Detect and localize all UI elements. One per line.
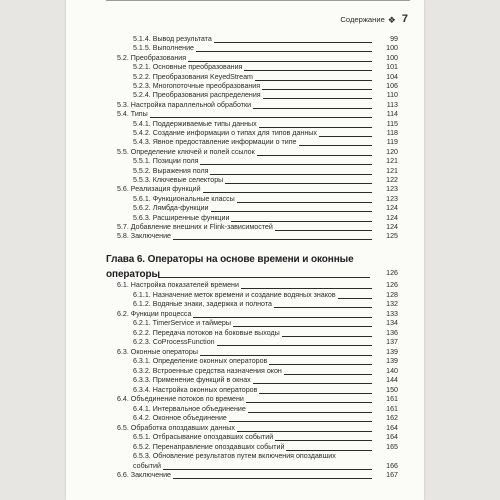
toc-page-number: 165	[386, 442, 398, 451]
toc-page-number: 124	[386, 204, 398, 213]
toc-page-number: 104	[386, 72, 398, 81]
toc-leader	[263, 98, 372, 99]
toc-leader	[299, 145, 373, 146]
toc-page-number: 125	[386, 232, 398, 241]
toc-entry-title: 5.4.3. Явное предоставление информации о типе	[133, 138, 297, 147]
toc-page-number: 99	[390, 35, 398, 43]
toc-leader	[173, 239, 372, 240]
toc-entry-title: 6.4.2. Оконное объединение	[133, 414, 227, 422]
toc-entry-title: 5.6.2. Лямбда-функции	[133, 204, 209, 213]
toc-leader	[211, 211, 372, 212]
ornament-icon: ❖	[387, 14, 396, 25]
toc-leader	[282, 336, 372, 337]
toc-page-number: 118	[386, 129, 398, 137]
toc-entry-title: 5.4.2. Создание информации о типах для типов данных	[133, 129, 317, 137]
toc-page-number: 126	[386, 281, 398, 289]
toc-page-number: 161	[386, 404, 398, 413]
toc-page-number: 123	[386, 194, 398, 203]
toc-entry-title: 5.5.1. Позиции поля	[133, 157, 199, 166]
toc-leader	[262, 89, 372, 90]
toc-entry-title: 6.6. Заключение	[117, 471, 171, 479]
toc-page-number: 100	[386, 53, 398, 62]
toc-entry-title: 5.2.1. Основные преобразования	[133, 63, 243, 72]
toc-entry-title: 6.5. Обработка опоздавших данных	[117, 423, 235, 432]
toc-entry-title: 6.3.4. Настройка оконных операторов	[133, 385, 258, 394]
toc-entry-title: 6.1.2. Водяные знаки, задержка и полнота	[133, 300, 272, 308]
toc-leader	[274, 307, 372, 308]
toc-entry-title: 5.5.3. Ключевые селекторы	[133, 176, 224, 184]
toc-page-number: 137	[386, 338, 398, 346]
toc-entry-title: 5.8. Заключение	[117, 232, 171, 241]
toc-entry-title: 6.3.1. Определение оконных операторов	[133, 357, 268, 365]
toc-leader	[200, 164, 372, 165]
toc-entry-title: 5.6.3. Расширенные функции	[133, 213, 230, 222]
toc-page-number: 150	[386, 385, 398, 394]
toc-entry-title: 5.1.5. Выполнение	[133, 44, 195, 53]
toc-page-number: 119	[386, 138, 398, 147]
toc-entry-title: 5.1.4. Вывод результата	[133, 35, 212, 43]
toc-entry-title: 5.3. Настройка параллельной обработки	[117, 100, 252, 109]
toc-page-number: 124	[386, 223, 398, 231]
toc-leader	[196, 51, 372, 52]
toc-entry-title: 5.2. Преобразования	[117, 53, 187, 62]
toc-entry-title: 5.4. Типы	[117, 110, 148, 119]
toc-leader	[246, 402, 372, 403]
toc-page-number: 122	[386, 176, 398, 184]
toc-page-number: 124	[386, 213, 398, 222]
toc-entry-title: 6.3. Оконные операторы	[117, 347, 198, 356]
toc-page-number: 123	[386, 185, 398, 194]
toc-page-number: 114	[386, 110, 398, 119]
toc-entry-title: 5.6. Реализация функций	[117, 185, 201, 194]
header-rule	[106, 0, 410, 1]
toc-entry-title: 6.3.2. Встроенные средства назначения окон	[133, 366, 282, 375]
toc-entry-title: 5.5. Определение ключей и полей ссылок	[117, 147, 255, 156]
toc-leader	[275, 440, 372, 441]
toc-entry-title: 5.2.3. Многопоточные преобразования	[133, 82, 261, 90]
toc-page-number: 144	[386, 376, 398, 384]
toc-page-number: 164	[386, 423, 398, 432]
toc-page-number: 139	[386, 347, 398, 356]
toc-page-number: 120	[386, 147, 398, 156]
toc-leader	[257, 155, 372, 156]
toc-page-number: 164	[386, 433, 398, 441]
toc-page-number: 121	[386, 166, 398, 175]
toc-entry-title: 6.1. Настройка показателей времени	[117, 281, 239, 289]
toc-leader	[229, 421, 372, 422]
toc-page-number: 115	[386, 119, 398, 128]
toc-page-number: 128	[386, 290, 398, 299]
toc-leader	[217, 345, 372, 346]
toc-page-number: 110	[386, 91, 398, 100]
toc-entry-title: 6.2.3. CoProcessFunction	[133, 338, 215, 346]
toc-entry-title: 5.7. Добавление внешних и Flink-зависимостей	[117, 223, 273, 231]
toc-leader	[248, 412, 372, 413]
toc-page-number: 106	[386, 82, 398, 90]
toc-page-number: 121	[386, 157, 398, 166]
toc-entry-title: 6.4.1. Интервальное объединение	[133, 404, 246, 413]
toc-leader	[214, 42, 372, 43]
toc-leader	[284, 374, 372, 375]
toc-entry-title: 6.3.3. Применение функций в окнах	[133, 376, 251, 384]
toc-page-number: 100	[386, 44, 398, 53]
toc-page-number: 167	[386, 471, 398, 479]
toc-entry-title: 5.4.1. Поддерживаемые типы данных	[133, 119, 257, 128]
toc-page-number: 133	[386, 309, 398, 318]
toc-leader	[255, 80, 372, 81]
toc-leader	[210, 174, 372, 175]
toc-entry-title: 6.5.1. Отбрасывание опоздавших событий	[133, 433, 274, 441]
section-title: Содержание	[340, 15, 385, 24]
page-number: 7	[401, 13, 408, 25]
toc-page-number: 139	[386, 357, 398, 365]
toc-page-number: 166	[386, 461, 398, 470]
toc-entry-title: 6.2.2. Передача потоков на боковые выходы	[133, 328, 280, 337]
toc-entry-title: 5.5.2. Выражения поля	[133, 166, 209, 175]
toc-leader	[275, 230, 372, 231]
toc-entry-title: событий	[133, 461, 161, 470]
toc-page-number: 140	[386, 366, 398, 375]
toc-entry-title: 5.2.4. Преобразования распределения	[133, 91, 261, 100]
toc-leader	[338, 298, 372, 299]
chapter-heading: Глава 6. Операторы на основе времени и оконные операторы	[106, 254, 354, 280]
chapter-page-number: 126	[386, 269, 398, 277]
toc-leader	[173, 478, 372, 479]
toc-page-number: 113	[386, 100, 398, 109]
toc-leader	[163, 469, 372, 470]
toc-leader	[319, 136, 372, 137]
toc-entry-title: 6.5.3. Обновление результатов путем включения опоздавших	[133, 452, 336, 460]
toc-leader	[253, 383, 372, 384]
toc-leader	[269, 364, 372, 365]
toc-entry-title: 6.2.1. TimerService и таймеры	[133, 319, 231, 327]
chapter-leader	[158, 277, 370, 278]
toc-page-number: 132	[386, 300, 398, 308]
toc-entry-title: 5.2.2. Преобразования KeyedStream	[133, 72, 253, 81]
toc-entry-title: 5.6.1. Функциональные классы	[133, 194, 235, 203]
toc-page-number: 161	[386, 395, 398, 403]
toc-page-number: 101	[386, 63, 398, 72]
toc-leader	[259, 393, 372, 394]
toc-entry-title: 6.2. Функции процесса	[117, 309, 192, 318]
toc-leader	[237, 202, 372, 203]
running-head	[340, 13, 408, 25]
toc-entry-title: 6.1.1. Назначение меток времени и создание водяных знаков	[133, 290, 336, 299]
toc-page-number: 162	[386, 414, 398, 422]
toc-leader	[244, 70, 372, 71]
toc-leader	[253, 108, 372, 109]
toc-page-number: 134	[386, 319, 398, 327]
toc-entry-title: 6.5.2. Перенаправление опоздавших событий	[133, 442, 285, 451]
toc-entry-title: 6.4. Объединение потоков по времени	[117, 395, 244, 403]
toc-leader	[225, 183, 372, 184]
toc-page-number: 136	[386, 328, 398, 337]
